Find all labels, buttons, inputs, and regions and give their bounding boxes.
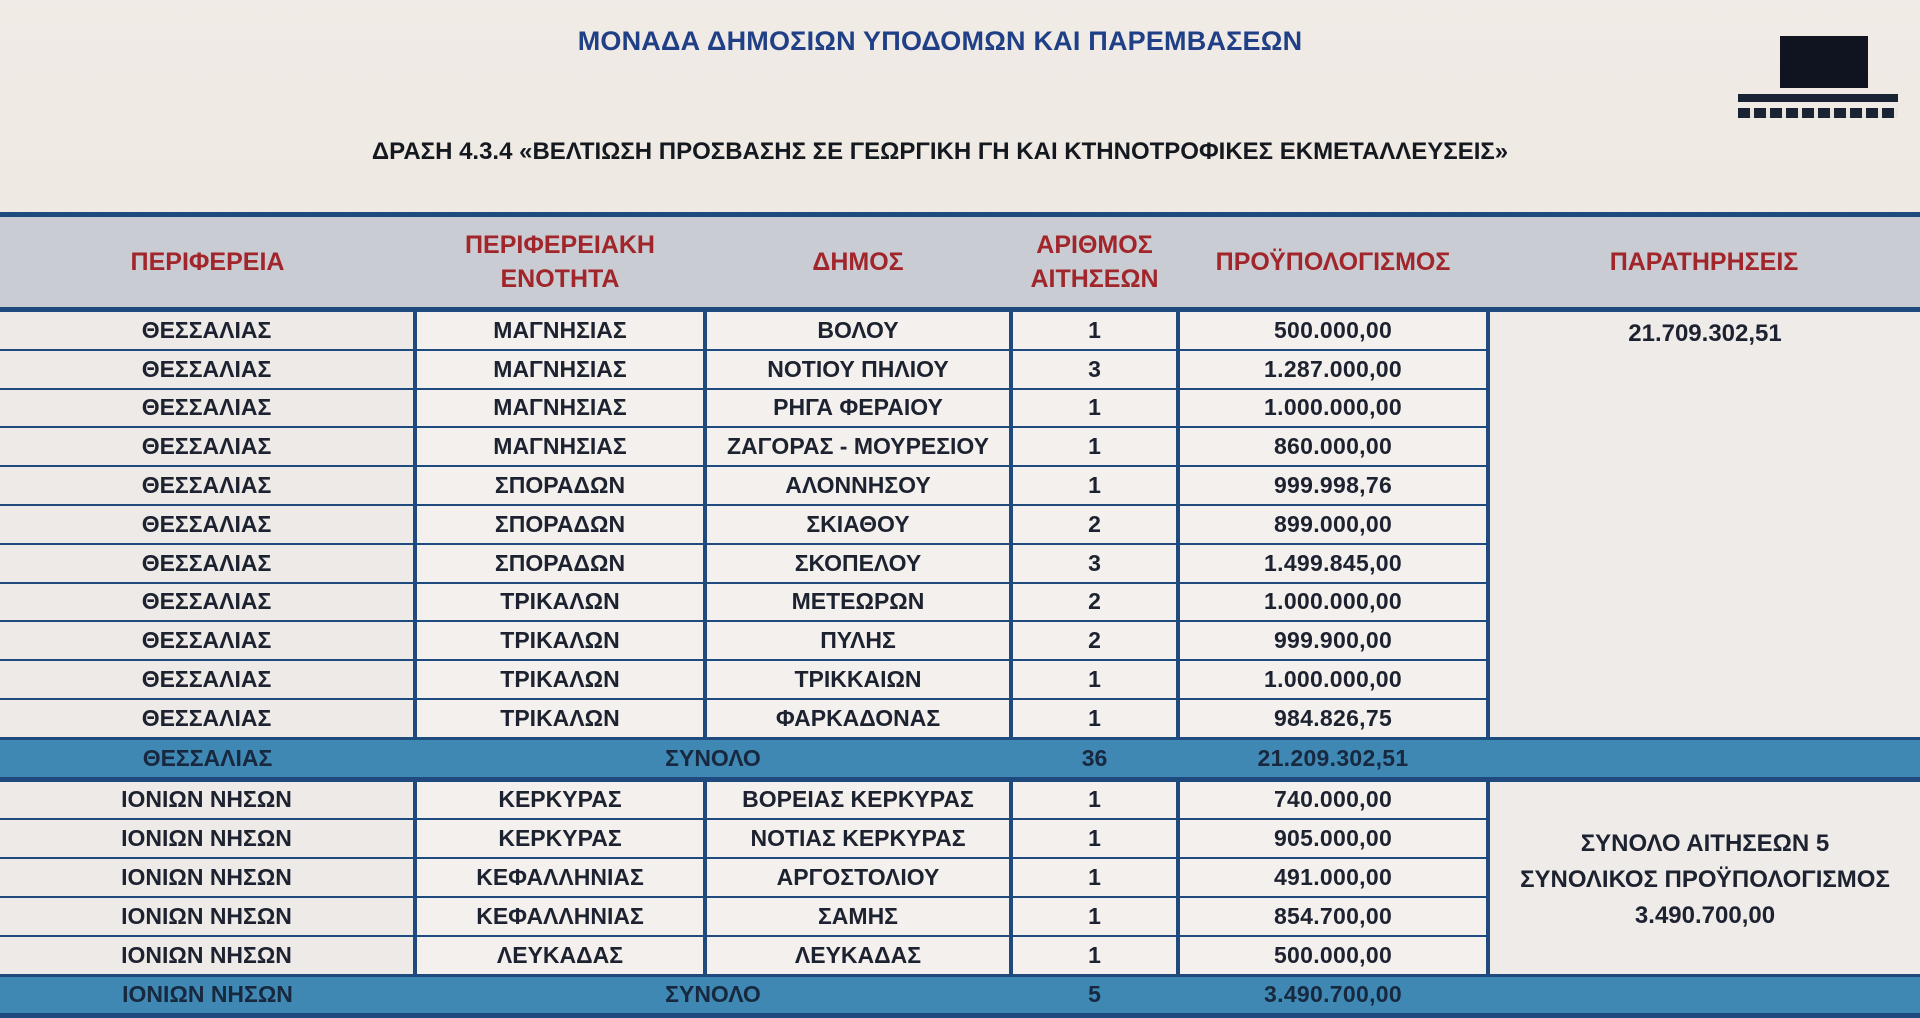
cell-municipality: ΑΡΓΟΣΤΟΛΙΟΥ xyxy=(705,858,1011,897)
cell-unit: ΛΕΥΚΑΔΑΣ xyxy=(415,936,705,975)
cell-applications: 1 xyxy=(1011,427,1178,466)
cell-municipality: ΜΕΤΕΩΡΩΝ xyxy=(705,583,1011,622)
cell-budget: 984.826,75 xyxy=(1178,699,1488,738)
cell-municipality: ΣΑΜΗΣ xyxy=(705,897,1011,936)
cell-municipality: ΑΛΟΝΝΗΣΟΥ xyxy=(705,466,1011,505)
table-row xyxy=(0,779,1920,819)
total-applications: 5 xyxy=(1011,975,1178,1016)
cell-budget: 1.000.000,00 xyxy=(1178,389,1488,428)
cell-budget: 500.000,00 xyxy=(1178,310,1488,350)
cell-region: ΘΕΣΣΑΛΙΑΣ xyxy=(0,427,415,466)
cell-region: ΘΕΣΣΑΛΙΑΣ xyxy=(0,699,415,738)
cell-applications: 2 xyxy=(1011,621,1178,660)
cell-municipality: ΖΑΓΟΡΑΣ - ΜΟΥΡΕΣΙΟΥ xyxy=(705,427,1011,466)
total-region: ΙΟΝΙΩΝ ΝΗΣΩΝ xyxy=(0,975,415,1016)
total-remarks xyxy=(1488,975,1920,1016)
total-budget: 21.209.302,51 xyxy=(1178,738,1488,779)
logo xyxy=(1748,28,1898,118)
cell-applications: 1 xyxy=(1011,660,1178,699)
cell-applications: 1 xyxy=(1011,858,1178,897)
col-header-remarks: ΠΑΡΑΤΗΡΗΣΕΙΣ xyxy=(1488,217,1920,310)
total-budget: 3.490.700,00 xyxy=(1178,975,1488,1016)
total-label: ΣΥΝΟΛΟ xyxy=(415,975,1011,1016)
cell-budget: 1.499.845,00 xyxy=(1178,544,1488,583)
action-title: ΔΡΑΣΗ 4.3.4 «ΒΕΛΤΙΩΣΗ ΠΡΟΣΒΑΣΗΣ ΣΕ ΓΕΩΡΓΙΚΗ ΓΗ ΚΑΙ ΚΤΗΝΟΤΡΟΦΙΚΕΣ ΕΚΜΕΤΑΛΛΕΥΣΕΙΣ» xyxy=(371,138,1509,165)
cell-applications: 1 xyxy=(1011,310,1178,350)
cell-unit: ΜΑΓΝΗΣΙΑΣ xyxy=(415,427,705,466)
ionian-remarks xyxy=(1488,779,1920,975)
cell-unit: ΚΕΡΚΥΡΑΣ xyxy=(415,779,705,819)
col-header-applications: ΑΡΙΘΜΟΣ ΑΙΤΗΣΕΩΝ xyxy=(1011,217,1178,310)
cell-region: ΘΕΣΣΑΛΙΑΣ xyxy=(0,466,415,505)
cell-unit: ΤΡΙΚΑΛΩΝ xyxy=(415,583,705,622)
total-applications: 36 xyxy=(1011,738,1178,779)
col-header-regional-unit: ΠΕΡΙΦΕΡΕΙΑΚΗ ΕΝΟΤΗΤΑ xyxy=(415,217,705,310)
cell-applications: 3 xyxy=(1011,544,1178,583)
col-header-municipality: ΔΗΜΟΣ xyxy=(705,217,1011,310)
cell-budget: 500.000,00 xyxy=(1178,936,1488,975)
cell-budget: 905.000,00 xyxy=(1178,819,1488,858)
cell-budget: 740.000,00 xyxy=(1178,779,1488,819)
cell-municipality: ΛΕΥΚΑΔΑΣ xyxy=(705,936,1011,975)
ionian-total-row xyxy=(0,975,1920,1016)
table-row xyxy=(0,310,1920,350)
budget-table xyxy=(0,212,1920,1018)
thessaly-total-row xyxy=(0,738,1920,779)
cell-region: ΘΕΣΣΑΛΙΑΣ xyxy=(0,505,415,544)
cell-region: ΘΕΣΣΑΛΙΑΣ xyxy=(0,660,415,699)
cell-budget: 999.998,76 xyxy=(1178,466,1488,505)
cell-unit: ΜΑΓΝΗΣΙΑΣ xyxy=(415,389,705,428)
cell-municipality: ΤΡΙΚΚΑΙΩΝ xyxy=(705,660,1011,699)
cell-budget: 860.000,00 xyxy=(1178,427,1488,466)
cell-applications: 1 xyxy=(1011,897,1178,936)
cell-municipality: ΒΟΡΕΙΑΣ ΚΕΡΚΥΡΑΣ xyxy=(705,779,1011,819)
cell-unit: ΜΑΓΝΗΣΙΑΣ xyxy=(415,310,705,350)
cell-unit: ΣΠΟΡΑΔΩΝ xyxy=(415,466,705,505)
cell-region: ΘΕΣΣΑΛΙΑΣ xyxy=(0,544,415,583)
ionian-remarks-line1: ΣΥΝΟΛΟ ΑΙΤΗΣΕΩΝ 5 xyxy=(1580,829,1830,857)
total-region: ΘΕΣΣΑΛΙΑΣ xyxy=(0,738,415,779)
cell-applications: 2 xyxy=(1011,505,1178,544)
cell-municipality: ΝΟΤΙΑΣ ΚΕΡΚΥΡΑΣ xyxy=(705,819,1011,858)
cell-applications: 1 xyxy=(1011,699,1178,738)
cell-budget: 999.900,00 xyxy=(1178,621,1488,660)
cell-unit: ΚΕΦΑΛΛΗΝΙΑΣ xyxy=(415,858,705,897)
total-remarks xyxy=(1488,738,1920,779)
ionian-remarks-line3: 3.490.700,00 xyxy=(1634,901,1776,929)
cell-region: ΘΕΣΣΑΛΙΑΣ xyxy=(0,310,415,350)
cell-budget: 899.000,00 xyxy=(1178,505,1488,544)
col-header-budget: ΠΡΟΫΠΟΛΟΓΙΣΜΟΣ xyxy=(1178,217,1488,310)
cell-unit: ΤΡΙΚΑΛΩΝ xyxy=(415,660,705,699)
cell-region: ΘΕΣΣΑΛΙΑΣ xyxy=(0,350,415,389)
cell-region: ΙΟΝΙΩΝ ΝΗΣΩΝ xyxy=(0,897,415,936)
cell-budget: 1.000.000,00 xyxy=(1178,660,1488,699)
cell-region: ΙΟΝΙΩΝ ΝΗΣΩΝ xyxy=(0,779,415,819)
cell-applications: 2 xyxy=(1011,583,1178,622)
cell-unit: ΣΠΟΡΑΔΩΝ xyxy=(415,544,705,583)
cell-municipality: ΒΟΛΟΥ xyxy=(705,310,1011,350)
cell-region: ΙΟΝΙΩΝ ΝΗΣΩΝ xyxy=(0,936,415,975)
ionian-remarks-line2: ΣΥΝΟΛΙΚΟΣ ΠΡΟΫΠΟΛΟΓΙΣΜΟΣ xyxy=(1520,865,1890,893)
cell-unit: ΣΠΟΡΑΔΩΝ xyxy=(415,505,705,544)
cell-municipality: ΦΑΡΚΑΔΟΝΑΣ xyxy=(705,699,1011,738)
cell-applications: 1 xyxy=(1011,779,1178,819)
cell-region: ΙΟΝΙΩΝ ΝΗΣΩΝ xyxy=(0,858,415,897)
cell-region: ΘΕΣΣΑΛΙΑΣ xyxy=(0,583,415,622)
cell-unit: ΤΡΙΚΑΛΩΝ xyxy=(415,699,705,738)
cell-applications: 1 xyxy=(1011,466,1178,505)
cell-municipality: ΠΥΛΗΣ xyxy=(705,621,1011,660)
cell-municipality: ΣΚΙΑΘΟΥ xyxy=(705,505,1011,544)
cell-applications: 1 xyxy=(1011,819,1178,858)
cell-applications: 3 xyxy=(1011,350,1178,389)
cell-budget: 1.000.000,00 xyxy=(1178,583,1488,622)
organization-title: ΜΟΝΑΔΑ ΔΗΜΟΣΙΩΝ ΥΠΟΔΟΜΩΝ ΚΑΙ ΠΑΡΕΜΒΑΣΕΩΝ xyxy=(577,26,1303,56)
cell-municipality: ΡΗΓΑ ΦΕΡΑΙΟΥ xyxy=(705,389,1011,428)
cell-budget: 491.000,00 xyxy=(1178,858,1488,897)
cell-unit: ΤΡΙΚΑΛΩΝ xyxy=(415,621,705,660)
cell-applications: 1 xyxy=(1011,389,1178,428)
thessaly-remarks xyxy=(1488,310,1920,739)
cell-budget: 1.287.000,00 xyxy=(1178,350,1488,389)
cell-applications: 1 xyxy=(1011,936,1178,975)
total-label: ΣΥΝΟΛΟ xyxy=(415,738,1011,779)
col-header-region: ΠΕΡΙΦΕΡΕΙΑ xyxy=(0,217,415,310)
cell-unit: ΚΕΡΚΥΡΑΣ xyxy=(415,819,705,858)
cell-region: ΘΕΣΣΑΛΙΑΣ xyxy=(0,389,415,428)
cell-municipality: ΣΚΟΠΕΛΟΥ xyxy=(705,544,1011,583)
thessaly-remarks-value: 21.709.302,51 xyxy=(1628,320,1782,347)
cell-region: ΘΕΣΣΑΛΙΑΣ xyxy=(0,621,415,660)
cell-budget: 854.700,00 xyxy=(1178,897,1488,936)
table-header-row xyxy=(0,217,1920,310)
cell-unit: ΜΑΓΝΗΣΙΑΣ xyxy=(415,350,705,389)
cell-region: ΙΟΝΙΩΝ ΝΗΣΩΝ xyxy=(0,819,415,858)
cell-unit: ΚΕΦΑΛΛΗΝΙΑΣ xyxy=(415,897,705,936)
cell-municipality: ΝΟΤΙΟΥ ΠΗΛΙΟΥ xyxy=(705,350,1011,389)
